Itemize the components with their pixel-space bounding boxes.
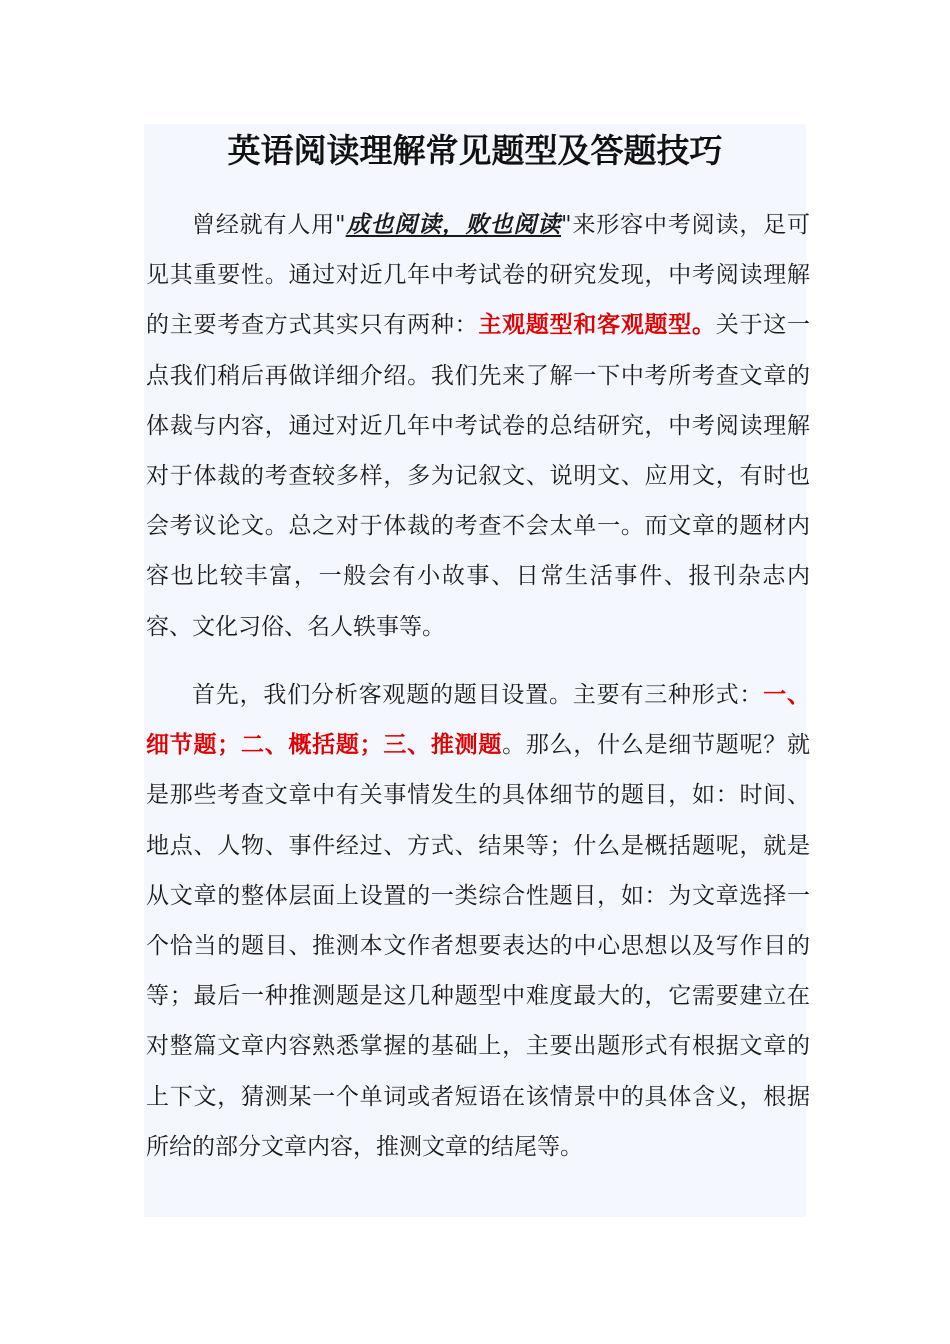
emphasized-quote: 成也阅读，败也阅读 — [345, 211, 562, 238]
paragraph-intro-text-b: 来形容中考阅读，足可见其重要性。通过对近几年中考试卷的研究发现，中考阅读理解的主要考查方式其实只有两种： — [146, 212, 811, 339]
paragraph-objective-questions — [146, 670, 810, 1172]
paragraph-intro-text-a: 曾经就有人用 — [192, 212, 336, 238]
question-types-highlight: 主观题型和客观题型。 — [478, 311, 716, 339]
paragraph-intro — [146, 200, 810, 652]
quote-mark-open: " — [335, 212, 346, 238]
quote-mark-close: " — [561, 212, 572, 238]
three-forms-highlight: 一、细节题；二、概括题；三、推测题 — [146, 681, 811, 759]
paragraph-intro-text-c: 关于这一点我们稍后再做详细介绍。我们先来了解一下中考所考查文章的体裁与内容，通过对近几年中考试卷的总结研究，中考阅读理解对于体裁的考查较多样，多为记叙文、说明文、应用文，有时也会考议论文。总之对于体裁的考查不会太单一。而文章的题材内容也比较丰富，一般会有小故事、日常生活事件、报刊杂志内容、文化习俗、名人轶事等。 — [146, 312, 811, 640]
paragraph-objective-text-b: 。那么，什么是细节题呢？就是那些考查文章中有关事情发生的具体细节的题目，如：时间、地点、人物、事件经过、方式、结果等；什么是概括题呢，就是从文章的整体层面上设置的一类综合性题目，如：为文章选择一个恰当的题目、推测本文作者想要表达的中心思想以及写作目的等；最后一种推测题是这几种题型中难度最大的，它需要建立在对整篇文章内容熟悉掌握的基础上，主要出题形式有根据文章的上下文，猜测某一个单词或者短语在该情景中的具体含义，根据所给的部分文章内容，推测文章的结尾等。 — [146, 732, 811, 1160]
paragraph-objective-text-a: 首先，我们分析客观题的题目设置。主要有三种形式： — [192, 682, 764, 708]
page-title: 英语阅读理解常见题型及答题技巧 — [227, 131, 723, 170]
